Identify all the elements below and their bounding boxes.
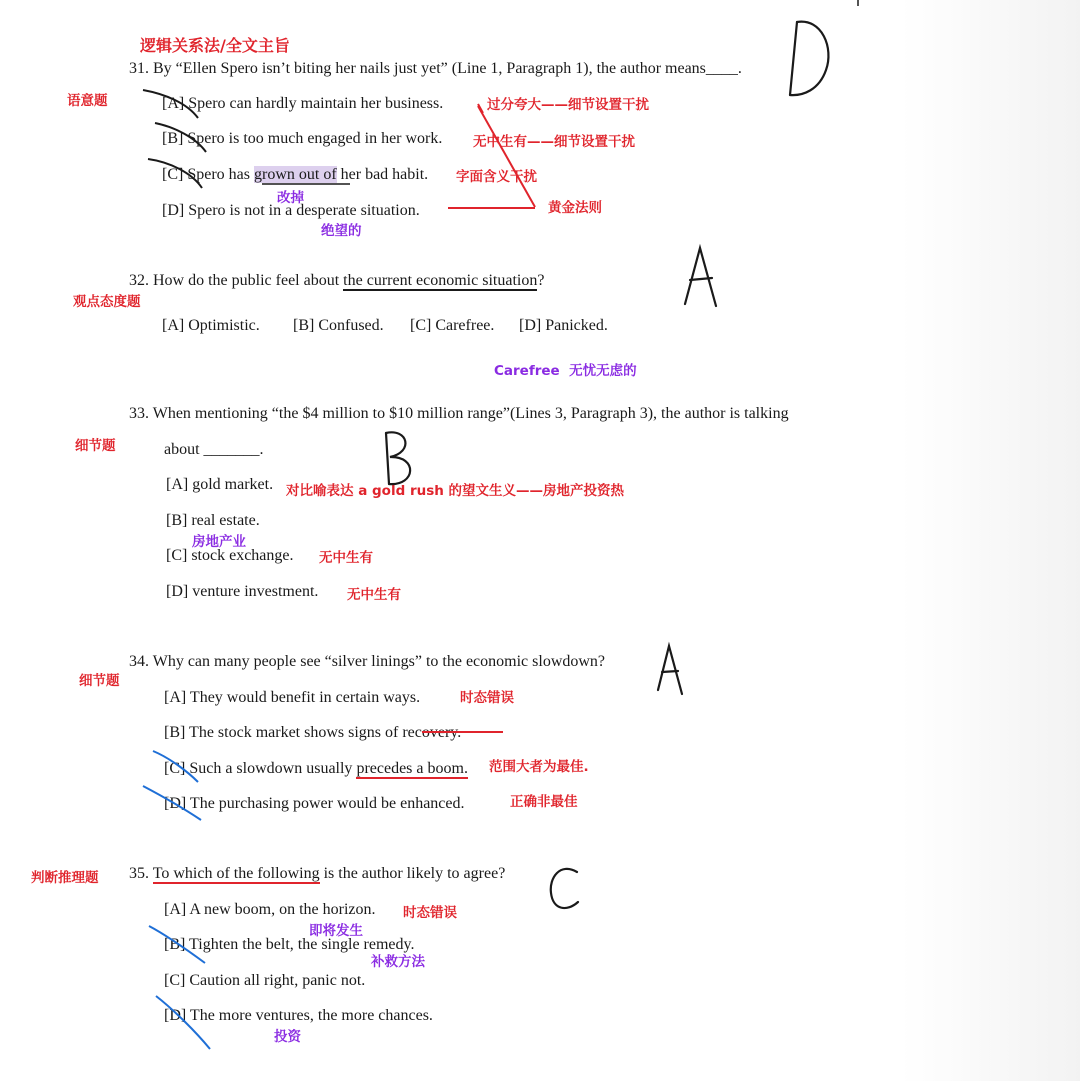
q34-type-label: 细节题 xyxy=(79,673,120,689)
q32-option-c: [C] Carefree. xyxy=(410,317,495,334)
q32-note-carefree xyxy=(494,359,637,379)
q31-pointer-diagonal xyxy=(478,106,535,207)
q33-note-c: 无中生有 xyxy=(319,550,373,566)
q34-option-b xyxy=(164,723,461,743)
q32-a-bar xyxy=(690,278,712,280)
q34-option-c-pre: [C] Such a slowdown usually xyxy=(164,760,357,777)
q33-note-a: 对比喻表达 a gold rush 的望文生义——房地产投资热 xyxy=(286,483,625,499)
q35-note-ventures: 投资 xyxy=(274,1029,301,1045)
q35-option-b: [B] Tighten the belt, the single remedy. xyxy=(164,936,415,953)
q34-a-legs xyxy=(658,646,682,694)
q31-note-desperate: 绝望的 xyxy=(321,223,362,239)
q34-stem: 34. Why can many people see “silver linings” to the economic slowdown? xyxy=(129,653,606,670)
q31-red-pointers xyxy=(448,104,535,208)
q32-answer-mark xyxy=(685,248,716,306)
q34-option-c xyxy=(164,759,468,779)
q31-option-b: [B] Spero is too much engaged in her work. xyxy=(162,130,443,147)
q35-option-a: [A] A new boom, on the horizon. xyxy=(164,901,376,918)
q35-note-remedy: 补救方法 xyxy=(371,954,425,970)
q35-answer-mark xyxy=(551,869,578,908)
q35-stem-underlined: To which of the following xyxy=(152,865,320,882)
q32-stem xyxy=(129,271,544,291)
q33-option-a: [A] gold market. xyxy=(166,476,274,493)
q31-option-a: [A] Spero can hardly maintain her business. xyxy=(162,95,444,112)
q34-note-a: 时态错误 xyxy=(460,690,514,706)
q31-note-a: 过分夸大——细节设置干扰 xyxy=(487,97,649,113)
q32-stem-pre: 32. How do the public feel about xyxy=(129,272,344,289)
q31-note-grown-out-of: 改掉 xyxy=(277,190,304,206)
q33-b-stem xyxy=(386,433,389,484)
q32-note-cn: 无忧无虑的 xyxy=(569,363,637,379)
q35-note-a: 时态错误 xyxy=(403,905,457,921)
q35-note-horizon: 即将发生 xyxy=(309,923,363,939)
q33-note-d: 无中生有 xyxy=(347,587,401,603)
q34-note-d: 正确非最佳 xyxy=(510,794,578,810)
q33-option-c: [C] stock exchange. xyxy=(166,547,294,564)
q34-option-d: [D] The purchasing power would be enhanced. xyxy=(164,795,465,812)
q35-option-c: [C] Caution all right, panic not. xyxy=(164,972,366,989)
q32-a-legs xyxy=(685,248,716,306)
q34-a-bar xyxy=(662,671,678,672)
q32-option-b: [B] Confused. xyxy=(293,317,384,334)
q32-stem-underlined: the current economic situation xyxy=(343,272,538,289)
q35-stem-num: 35. xyxy=(129,865,153,882)
q31-option-c-post: her bad habit. xyxy=(336,166,429,183)
q32-option-d: [D] Panicked. xyxy=(519,317,608,334)
q35-stem-post: is the author likely to agree? xyxy=(319,865,506,882)
q31-note-golden-rule: 黄金法则 xyxy=(548,200,602,216)
q33-stem-line2: about _______. xyxy=(164,441,264,458)
q33-b-bowls xyxy=(386,432,410,484)
q32-stem-post: ? xyxy=(537,272,545,289)
q32-option-a: [A] Optimistic. xyxy=(162,317,260,334)
q32-note-en: Carefree xyxy=(494,363,560,379)
q33-note-b: 房地产业 xyxy=(192,534,246,550)
q32-type-label: 观点态度题 xyxy=(73,294,141,310)
q34-option-b-struck: recovery. xyxy=(402,724,462,741)
q34-option-c-underlined: precedes a boom. xyxy=(356,760,468,777)
q33-stem: 33. When mentioning “the $4 million to $10 million range”(Lines 3, Paragraph 3), the author is talking xyxy=(129,405,789,422)
q31-answer-mark xyxy=(790,22,828,95)
q31-pointer-a xyxy=(478,104,483,113)
q34-option-a: [A] They would benefit in certain ways. xyxy=(164,689,421,706)
q35-stem xyxy=(129,864,505,884)
q31-option-c-highlight: grown out of xyxy=(253,166,337,183)
q31-d-stem xyxy=(790,22,797,95)
page-shadow xyxy=(900,0,1080,1081)
section-title: 逻辑关系法/全文主旨 xyxy=(140,36,290,55)
q31-option-c xyxy=(162,165,428,185)
q31-option-c-pre: [C] Spero has xyxy=(162,166,254,183)
q31-note-b: 无中生有——细节设置干扰 xyxy=(473,134,635,150)
q33-answer-mark xyxy=(386,432,410,484)
q33-option-d: [D] venture investment. xyxy=(166,583,319,600)
q34-answer-mark xyxy=(658,646,682,694)
q33-type-label: 细节题 xyxy=(75,438,116,454)
q31-type-label: 语意题 xyxy=(67,93,108,109)
q35-option-d: [D] The more ventures, the more chances. xyxy=(164,1007,433,1024)
q31-option-d: [D] Spero is not in a desperate situation. xyxy=(162,202,420,219)
q34-option-b-pre: [B] The stock market shows signs of xyxy=(164,724,403,741)
q34-note-c: 范围大者为最佳. xyxy=(489,759,589,775)
q33-option-b: [B] real estate. xyxy=(166,512,260,529)
q35-type-label: 判断推理题 xyxy=(31,870,99,886)
q31-stem: 31. By “Ellen Spero isn’t biting her nails just yet” (Line 1, Paragraph 1), the author means____. xyxy=(129,60,742,77)
q31-note-c: 字面含义干扰 xyxy=(456,169,537,185)
q31-d-bowl xyxy=(790,22,828,95)
